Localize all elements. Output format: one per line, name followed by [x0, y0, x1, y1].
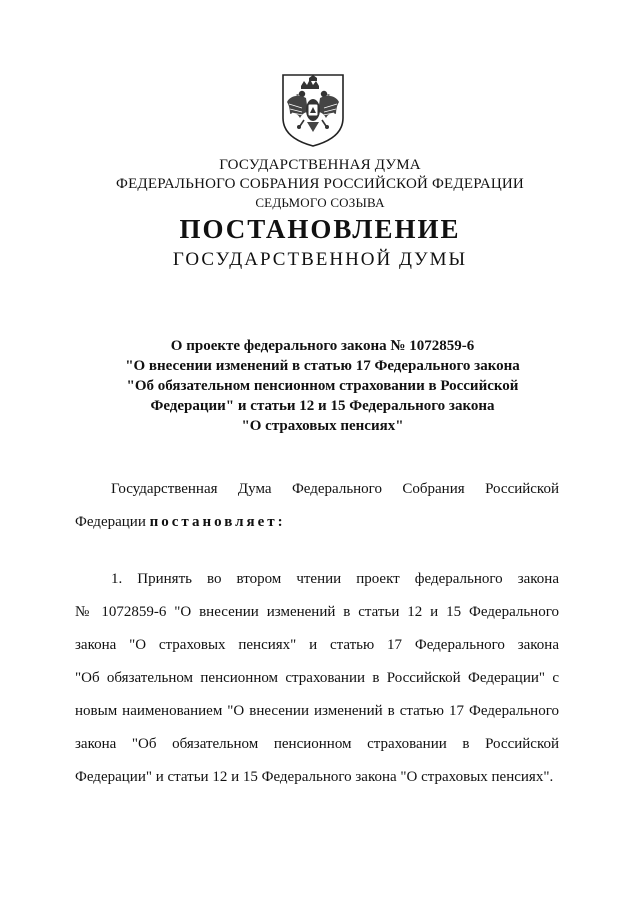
org-line-federal-assembly: ФЕДЕРАЛЬНОГО СОБРАНИЯ РОССИЙСКОЙ ФЕДЕРАЦИИ [116, 176, 524, 192]
org-line-duma: ГОСУДАРСТВЕННАЯ ДУМА [219, 157, 421, 173]
heading-line: Федерации" и статьи 12 и 15 Федерального закона [150, 398, 495, 414]
preamble-resolves: постановляет: [149, 514, 286, 530]
item-line: новым наименованием "О внесении изменений в статью 17 Федерального [75, 703, 559, 719]
item-line: № 1072859-6 "О внесении изменений в статьи 12 и 15 Федерального [75, 604, 559, 620]
item-line: 1. Принять во втором чтении проект федерального закона [111, 571, 559, 587]
item-line: закона "О страховых пенсиях" и статью 17 Федерального закона [75, 637, 559, 653]
heading-line: "О страховых пенсиях" [241, 418, 404, 434]
org-line-convocation: СЕДЬМОГО СОЗЫВА [255, 195, 385, 210]
preamble-federation: Федерации [75, 514, 146, 530]
coat-of-arms-icon [280, 72, 346, 148]
item-line: Федерации" и статьи 12 и 15 Федерального закона "О страховых пенсиях". [75, 769, 554, 785]
heading-line: "Об обязательном пенсионном страховании в Российской [126, 378, 519, 394]
heading-line: О проекте федерального закона № 1072859-6 [170, 338, 475, 354]
document-subtitle: ГОСУДАРСТВЕННОЙ ДУМЫ [172, 249, 468, 270]
preamble-line: Государственная Дума Федерального Собрания Российской [111, 481, 559, 497]
preamble-line [75, 513, 559, 531]
document-title: ПОСТАНОВЛЕНИЕ [179, 214, 461, 244]
resolution-heading [80, 336, 565, 436]
heading-line: "О внесении изменений в статью 17 Федерального закона [125, 358, 520, 374]
item-line: закона "Об обязательном пенсионном страховании в Российской [75, 736, 559, 752]
item-line: "Об обязательном пенсионном страховании в Российской Федерации" с [75, 670, 559, 686]
